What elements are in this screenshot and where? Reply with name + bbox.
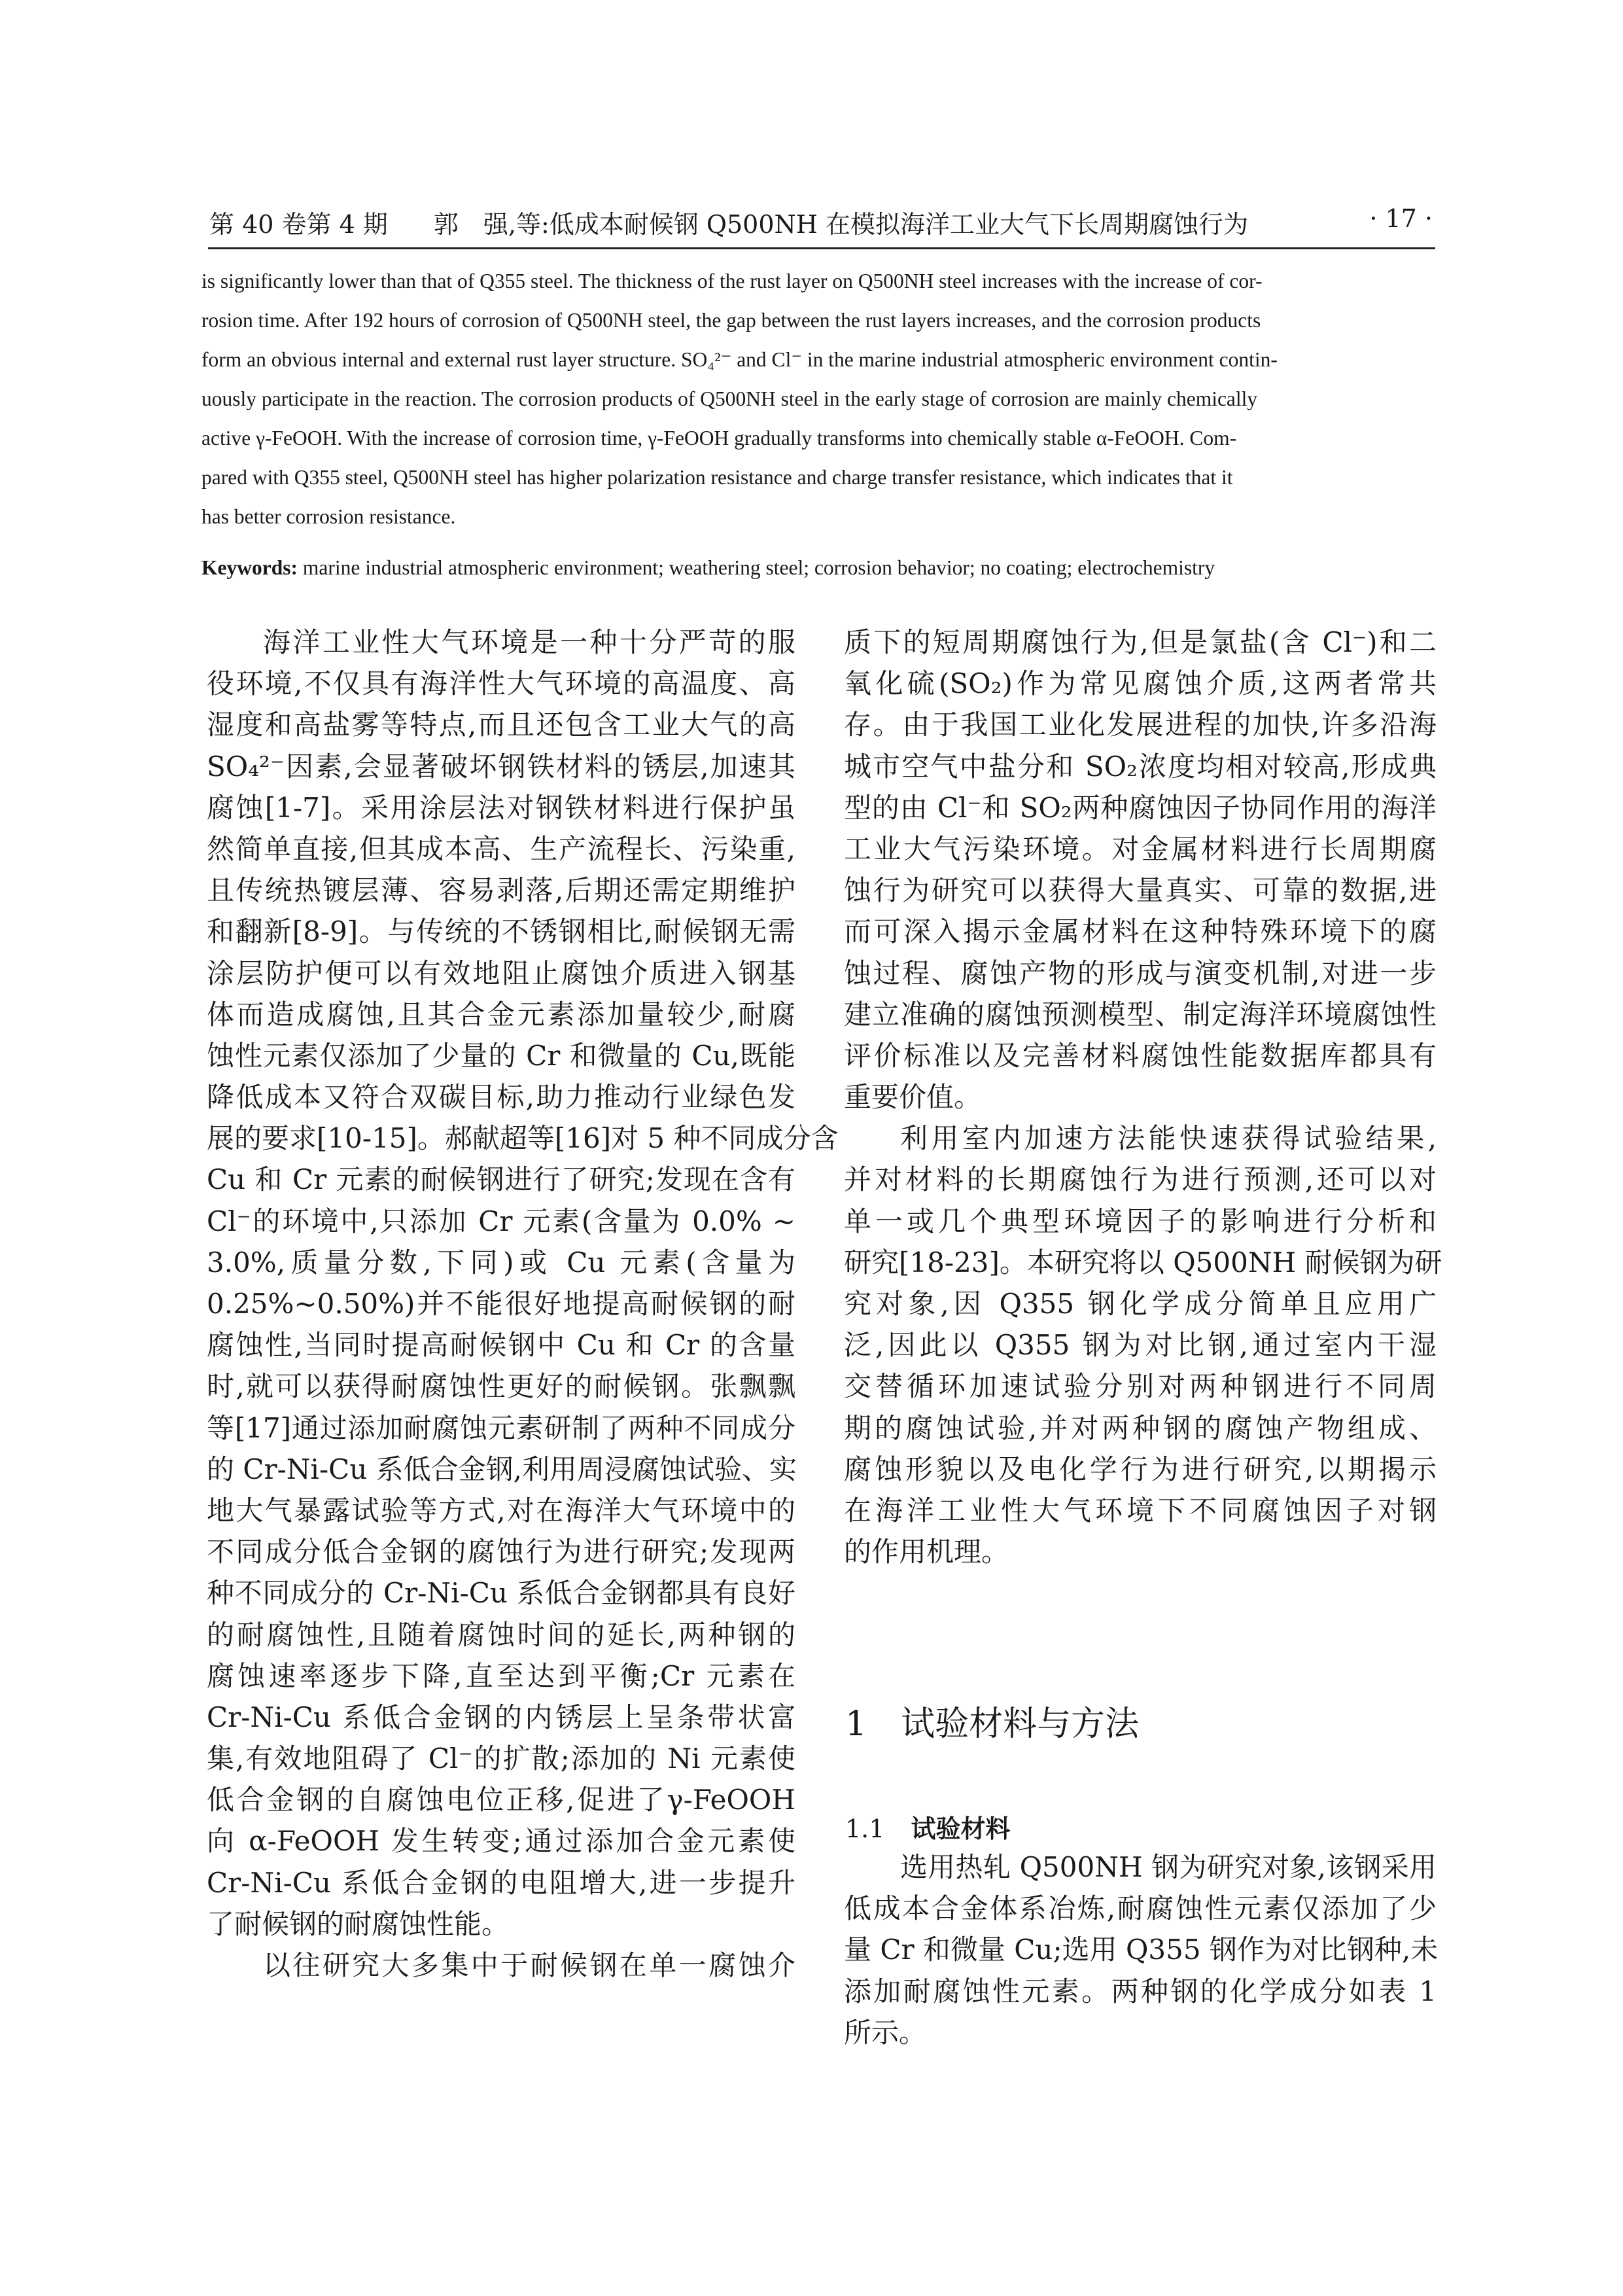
body-line: 利用室内加速方法能快速获得试验结果, <box>900 1122 1437 1155</box>
body-line: Cr-Ni-Cu 系低合金钢的内锈层上呈条带状富 <box>207 1701 795 1733</box>
body-line: 低成本合金体系冶炼,耐腐蚀性元素仅添加了少 <box>844 1892 1437 1925</box>
journal-volume: 第 40 卷第 4 期 <box>209 210 388 239</box>
section-heading <box>845 1696 1139 1745</box>
body-line: 腐蚀性,当同时提高耐候钢中 Cu 和 Cr 的含量 <box>207 1329 795 1362</box>
body-line: 体而造成腐蚀,且其合金元素添加量较少,耐腐 <box>207 998 795 1031</box>
right-column-lower <box>844 1846 1437 2053</box>
body-line: 蚀过程、腐蚀产物的形成与演变机制,对进一步 <box>844 957 1437 989</box>
body-line: 了耐候钢的耐腐蚀性能。 <box>207 1907 510 1940</box>
body-line: 0.25%~0.50%)并不能很好地提高耐候钢的耐 <box>207 1288 795 1320</box>
body-line: SO₄²⁻因素,会显著破坏钢铁材料的锈层,加速其 <box>207 750 795 783</box>
keywords-line <box>201 548 1435 588</box>
section-title: 试验材料与方法 <box>901 1704 1140 1744</box>
body-line: 选用热轧 Q500NH 钢为研究对象,该钢采用 <box>900 1851 1437 1883</box>
article-running-title: 郭 强,等:低成本耐候钢 Q500NH 在模拟海洋工业大气下长周期腐蚀行为 <box>433 210 1248 239</box>
body-line: 不同成分低合金钢的腐蚀行为进行研究;发现两 <box>207 1536 795 1568</box>
keywords-label: Keywords: <box>201 556 298 579</box>
body-line: 并对材料的长期腐蚀行为进行预测,还可以对 <box>844 1163 1437 1196</box>
body-line: 向 α-FeOOH 发生转变;通过添加合金元素使 <box>207 1825 795 1858</box>
body-line: 和翻新[8-9]。与传统的不锈钢相比,耐候钢无需 <box>207 915 795 948</box>
body-line: 低合金钢的自腐蚀电位正移,促进了γ-FeOOH <box>207 1784 795 1816</box>
running-header-left <box>209 204 1248 240</box>
body-line: Cu 和 Cr 元素的耐候钢进行了研究;发现在含有 <box>207 1163 795 1196</box>
body-line: 湿度和高盐雾等特点,而且还包含工业大气的高 <box>207 709 795 741</box>
body-line: 城市空气中盐分和 SO₂浓度均相对较高,形成典 <box>844 750 1437 783</box>
body-line: 工业大气污染环境。对金属材料进行长周期腐 <box>844 832 1437 865</box>
body-line: 所示。 <box>844 2016 927 2049</box>
subsection-number: 1.1 <box>845 1814 885 1843</box>
body-line: 单一或几个典型环境因子的影响进行分析和 <box>844 1205 1437 1237</box>
page-number: · 17 · <box>1369 204 1433 233</box>
body-line: 的 Cr-Ni-Cu 系低合金钢,利用周浸腐蚀试验、实 <box>207 1453 797 1485</box>
body-line: 海洋工业性大气环境是一种十分严苛的服 <box>263 626 795 658</box>
body-line: 添加耐腐蚀性元素。两种钢的化学成分如表 1 <box>844 1975 1437 2007</box>
body-line: Cl⁻的环境中,只添加 Cr 元素(含量为 0.0% ~ <box>207 1205 795 1237</box>
body-line: 展的要求[10-15]。郝献超等[16]对 5 种不同成分含 <box>207 1122 839 1155</box>
body-line: 评价标准以及完善材料腐蚀性能数据库都具有 <box>844 1039 1437 1072</box>
body-line: 重要价值。 <box>844 1081 982 1114</box>
subsection-title: 试验材料 <box>911 1814 1011 1843</box>
body-line: 存。由于我国工业化发展进程的加快,许多沿海 <box>844 709 1437 741</box>
body-line: 质下的短周期腐蚀行为,但是氯盐(含 Cl⁻)和二 <box>844 626 1437 658</box>
body-line: 交替循环加速试验分别对两种钢进行不同周 <box>844 1370 1437 1403</box>
body-line: 而可深入揭示金属材料在这种特殊环境下的腐 <box>844 915 1437 948</box>
body-line: 泛,因此以 Q355 钢为对比钢,通过室内干湿 <box>844 1329 1437 1362</box>
body-line: 量 Cr 和微量 Cu;选用 Q355 钢作为对比钢种,未 <box>844 1934 1439 1966</box>
body-line: 氧化硫(SO₂)作为常见腐蚀介质,这两者常共 <box>844 667 1437 700</box>
body-line: 蚀性元素仅添加了少量的 Cr 和微量的 Cu,既能 <box>207 1039 795 1072</box>
body-line: 期的腐蚀试验,并对两种钢的腐蚀产物组成、 <box>844 1411 1437 1444</box>
body-line: 腐蚀速率逐步下降,直至达到平衡;Cr 元素在 <box>207 1659 795 1692</box>
body-line: 的耐腐蚀性,且随着腐蚀时间的延长,两种钢的 <box>207 1618 795 1651</box>
body-line: 时,就可以获得耐腐蚀性更好的耐候钢。张飘飘 <box>207 1370 795 1403</box>
body-line: 地大气暴露试验等方式,对在海洋大气环境中的 <box>207 1494 795 1527</box>
body-line: Cr-Ni-Cu 系低合金钢的电阻增大,进一步提升 <box>207 1866 795 1899</box>
body-line: 型的由 Cl⁻和 SO₂两种腐蚀因子协同作用的海洋 <box>844 791 1437 824</box>
body-line: 且传统热镀层薄、容易剥落,后期还需定期维护 <box>207 874 795 907</box>
body-line: 涂层防护便可以有效地阻止腐蚀介质进入钢基 <box>207 957 795 989</box>
body-line: 等[17]通过添加耐腐蚀元素研制了两种不同成分 <box>207 1411 795 1444</box>
body-line: 种不同成分的 Cr-Ni-Cu 系低合金钢都具有良好 <box>207 1577 795 1610</box>
body-line: 役环境,不仅具有海洋性大气环境的高温度、高 <box>207 667 795 700</box>
body-line: 究对象,因 Q355 钢化学成分简单且应用广 <box>844 1288 1437 1320</box>
left-column <box>207 622 839 1986</box>
right-column <box>844 622 1442 1572</box>
body-line: 在海洋工业性大气环境下不同腐蚀因子对钢 <box>844 1494 1437 1527</box>
section-number: 1 <box>845 1704 867 1744</box>
body-line: 研究[18-23]。本研究将以 Q500NH 耐候钢为研 <box>844 1246 1442 1279</box>
body-line: 3.0%,质量分数,下同)或 Cu 元素(含量为 <box>207 1246 795 1279</box>
abstract-text: is significantly lower than that of Q355 steel. The thickness of the rust layer on Q500NH steel increases with the increase of cor- rosion time. After 192 hours of corrosion of Q500NH steel, the gap between the rust layers increases, and the corrosion products form an obvious internal and external rust layer structure. SO₄²⁻ and Cl⁻ in the marine industrial atmospheric environment contin- uously participate in the reaction. The corrosion products of Q500NH steel in the early stage of corrosion are mainly chemically active γ-FeOOH. With the increase of corrosion time, γ-FeOOH gradually transforms into chemically stable α-FeOOH. Com- pared with Q355 steel, Q500NH steel has higher polarization resistance and charge transfer resistance, which indicates that it has better corrosion resistance. <box>201 270 1278 528</box>
body-line: 腐蚀形貌以及电化学行为进行研究,以期揭示 <box>844 1453 1437 1485</box>
keywords-list: marine industrial atmospheric environment; weathering steel; corrosion behavior; no coating; electrochemistry <box>297 556 1215 579</box>
body-line: 建立准确的腐蚀预测模型、制定海洋环境腐蚀性 <box>844 998 1437 1031</box>
header-rule <box>208 247 1435 249</box>
body-line: 以往研究大多集中于耐候钢在单一腐蚀介 <box>263 1949 795 1981</box>
body-line: 集,有效地阻碍了 Cl⁻的扩散;添加的 Ni 元素使 <box>207 1742 795 1775</box>
subsection-heading <box>845 1809 1010 1845</box>
body-line: 蚀行为研究可以获得大量真实、可靠的数据,进 <box>844 874 1437 907</box>
body-line: 降低成本又符合双碳目标,助力推动行业绿色发 <box>207 1081 795 1114</box>
body-line: 的作用机理。 <box>844 1536 1009 1568</box>
body-line: 腐蚀[1-7]。采用涂层法对钢铁材料进行保护虽 <box>207 791 795 824</box>
running-header <box>209 204 1433 241</box>
body-line: 然简单直接,但其成本高、生产流程长、污染重, <box>207 832 795 865</box>
